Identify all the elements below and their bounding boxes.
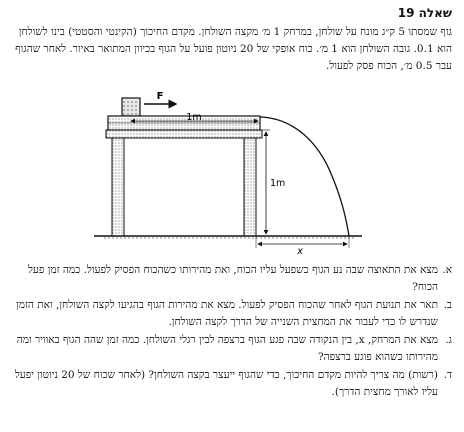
question-item <box>10 367 452 400</box>
question-letter: ג. <box>445 334 452 346</box>
question-item <box>10 262 452 295</box>
table-apron <box>106 130 262 138</box>
physics-diagram <box>94 88 364 256</box>
question-letter: א. <box>442 264 452 276</box>
question-item <box>10 332 452 365</box>
table-leg-left <box>112 138 124 236</box>
question-text: מצא את התאוצה שבה נע הגוף כשפעל עליו הכוח, ואת מהירותו כשהכוח הפסיק לפעול. כמה זמן פעל הכוח? <box>28 264 438 293</box>
table-leg-right <box>244 138 256 236</box>
question-title: שאלה 19 <box>397 6 452 20</box>
question-letter: ד. <box>443 369 452 381</box>
block <box>122 98 140 116</box>
question-text: (רשות) מה צריך להיות מקדם החיכוך, כדי שהגוף ייעצר בקצה השולחן? (לאחר שכוח של 20 ניוטון יפעל עליו לאורך מחצית הדרך). <box>14 369 438 398</box>
question-list <box>10 262 452 402</box>
question-text: תאר את תנועת הגוף לאחר שהכוח הפסיק לפעול. מצא את מהירות הגוף בהגיעו לקצה השולחן, ואת הזמן שנדרש לו כדי לעבור את המחצית השנייה של הדרך לקצה השולחן. <box>16 299 438 328</box>
trajectory <box>260 117 349 236</box>
question-text: מצא את המרחק, x, בין הנקודה שבה פגע הגוף ברצפה לבין רגלי השולחן. כמה זמן שהה הגוף באוויר ומה מהירותו כשהוא פוגע ברצפה? <box>16 334 438 363</box>
force-label: F <box>156 91 164 102</box>
x-label: x <box>297 246 303 256</box>
question-item <box>10 297 452 330</box>
height-label: 1m <box>270 178 286 189</box>
distance-label: 1m <box>186 112 202 123</box>
problem-statement: גוף שמסתו 5 ק״ג מונח על שולחן, במרחק 1 מ׳ מקצה השולחן. מקדם החיכוך (הקינטי והסטטי) בינו לשולחן הוא 0.1. גובה השולחן הוא 1 מ׳. כוח אופקי של 20 ניוטון פועל על הגוף בכיוון המתואר באיור. לאחר שהגוף עבר 0.5 מ׳, הכוח פסק לפעול. <box>15 26 452 72</box>
question-letter: ב. <box>443 299 452 311</box>
